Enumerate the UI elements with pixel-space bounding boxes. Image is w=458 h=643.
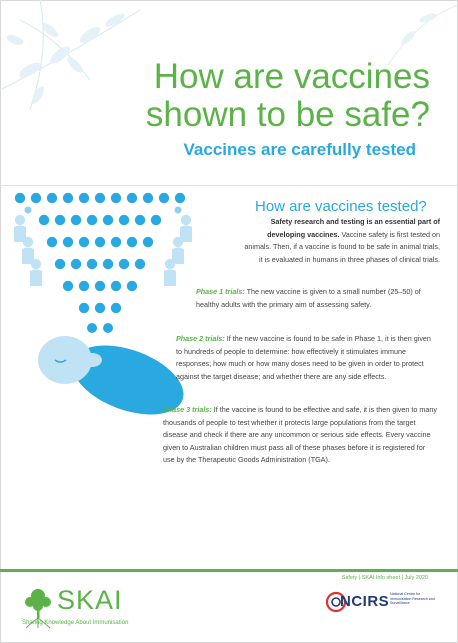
footer-divider: [0, 569, 458, 572]
divider: [0, 185, 458, 186]
phase3-text: If the vaccine is found to be effective and safe, it is then given to many thousands of people to test whether it protects large populations from the target disease and check if there are any uncommon or serious side effects. Every vaccine given to Australian children must pass all of these phases before it is registered for use by the Therapeutic Goods Administration (TGA).: [163, 405, 437, 465]
title-line-2: shown to be safe?: [145, 95, 430, 134]
ncirs-subtitle: National Centre for Immunisation Research and Surveillance: [390, 592, 435, 606]
phase3-paragraph: [163, 404, 438, 467]
phase1-label: Phase 1 trials:: [196, 287, 245, 296]
phase2-paragraph: [176, 333, 438, 383]
title-line-1: How are vaccines: [153, 57, 430, 96]
people-funnel-illustration: [0, 190, 210, 430]
phase2-label: Phase 2 trials:: [176, 334, 225, 343]
skai-tagline: Sharing Knowledge About Immunisation: [22, 620, 129, 626]
skai-logo-text: SKAI: [57, 585, 123, 615]
ncirs-logo-text: NCIRS: [340, 593, 390, 610]
page-title: [0, 58, 430, 134]
intro-paragraph: [240, 216, 440, 266]
phase1-text: The new vaccine is given to a small number (25–50) of healthy adults with the primary aim of assessing safety.: [196, 287, 421, 309]
phase3-label: Phase 3 trials:: [163, 405, 212, 414]
intro-text: Vaccine safety is first tested on animals. Then, if a vaccine is found to be safe in animal trials, it is evaluated in humans in three phases of clinical trials.: [244, 229, 440, 264]
phase2-text: If the new vaccine is found to be safe in Phase 1, it is then given to hundreds of people to determine: how effectively it stimulates immune responses; how much or how many doses need to be given in order to protect against the target disease; and whether there are any side effects.: [176, 334, 431, 381]
page-subtitle: Vaccines are carefully tested: [183, 140, 416, 159]
sheet-info: Safety | SKAI Info sheet | July 2020: [341, 575, 428, 581]
section-title: How are vaccines tested?: [255, 198, 427, 215]
phase1-paragraph: [196, 286, 436, 311]
intro-bold: Safety research and testing is an essential part of developing vaccines.: [267, 217, 440, 239]
